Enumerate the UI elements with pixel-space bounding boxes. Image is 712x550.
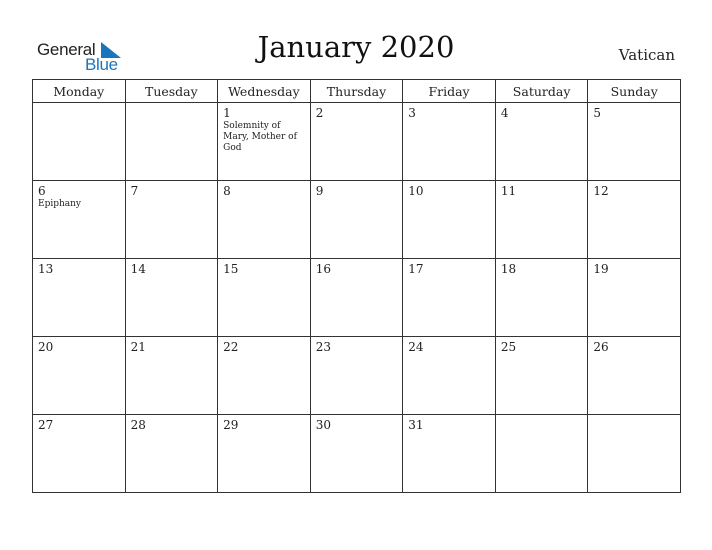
weekday-header: Monday xyxy=(33,80,126,103)
week-row xyxy=(33,181,681,259)
day-cell xyxy=(588,259,681,337)
week-row xyxy=(33,337,681,415)
day-cell xyxy=(403,103,496,181)
day-cell xyxy=(125,337,218,415)
weekday-header: Tuesday xyxy=(125,80,218,103)
logo-text-general: General xyxy=(37,40,96,59)
weekday-header-row xyxy=(33,80,681,103)
day-cell xyxy=(588,415,681,493)
logo-text-blue: Blue xyxy=(85,55,118,74)
day-number: 4 xyxy=(500,106,509,120)
day-number: 27 xyxy=(38,418,54,432)
day-cell xyxy=(310,337,403,415)
day-number: 20 xyxy=(38,340,54,354)
day-number: 31 xyxy=(408,418,424,432)
day-number: 10 xyxy=(408,184,424,198)
day-cell xyxy=(310,259,403,337)
day-number: 3 xyxy=(408,106,416,120)
day-number: 7 xyxy=(130,184,139,198)
day-number: 1 xyxy=(223,106,231,120)
day-cell xyxy=(33,103,126,181)
day-number: 17 xyxy=(408,262,424,276)
day-cell xyxy=(403,181,496,259)
day-number: 9 xyxy=(315,184,324,198)
day-number: 23 xyxy=(315,340,331,354)
day-cell xyxy=(403,259,496,337)
day-number: 6 xyxy=(38,184,46,198)
day-number: 24 xyxy=(408,340,424,354)
weekday-header: Wednesday xyxy=(218,80,311,103)
day-cell xyxy=(33,337,126,415)
day-cell xyxy=(310,181,403,259)
weekday-header: Saturday xyxy=(495,80,588,103)
day-cell xyxy=(403,415,496,493)
day-cell xyxy=(588,103,681,181)
day-number: 30 xyxy=(315,418,331,432)
day-number: 21 xyxy=(130,340,146,354)
day-number: 2 xyxy=(315,106,324,120)
page-title: January 2020 xyxy=(257,30,455,64)
day-cell xyxy=(125,415,218,493)
holiday-label: Epiphany xyxy=(38,199,82,209)
week-row xyxy=(33,103,681,181)
weekday-header: Thursday xyxy=(310,80,403,103)
day-cell xyxy=(218,181,311,259)
day-cell xyxy=(125,103,218,181)
day-number: 12 xyxy=(593,184,609,198)
day-number: 18 xyxy=(500,262,517,276)
day-cell xyxy=(310,103,403,181)
day-cell xyxy=(33,415,126,493)
day-cell xyxy=(495,259,588,337)
day-number: 25 xyxy=(500,340,517,354)
day-cell xyxy=(403,337,496,415)
day-number: 22 xyxy=(223,340,239,354)
holiday-label: Solemnity of Mary, Mother of God xyxy=(223,121,297,153)
day-number: 15 xyxy=(223,262,239,276)
day-number: 29 xyxy=(223,418,239,432)
day-number: 13 xyxy=(38,262,54,276)
day-cell xyxy=(495,103,588,181)
day-number: 26 xyxy=(593,340,609,354)
day-number: 14 xyxy=(130,262,146,276)
day-cell xyxy=(218,259,311,337)
week-row xyxy=(33,259,681,337)
week-row xyxy=(33,415,681,493)
day-number: 28 xyxy=(130,418,146,432)
day-cell xyxy=(495,415,588,493)
weekday-header: Friday xyxy=(403,80,496,103)
day-cell xyxy=(218,103,311,181)
day-cell xyxy=(218,337,311,415)
calendar-grid xyxy=(32,79,681,493)
day-number: 19 xyxy=(593,262,609,276)
day-cell xyxy=(218,415,311,493)
day-cell xyxy=(33,259,126,337)
day-cell xyxy=(125,259,218,337)
day-cell xyxy=(588,337,681,415)
day-number: 5 xyxy=(593,106,602,120)
day-cell xyxy=(495,181,588,259)
day-cell xyxy=(33,181,126,259)
day-cell xyxy=(310,415,403,493)
day-cell xyxy=(588,181,681,259)
weekday-header: Sunday xyxy=(588,80,681,103)
day-cell xyxy=(495,337,588,415)
day-number: 11 xyxy=(500,184,517,198)
country-label: Vatican xyxy=(618,46,675,64)
day-cell xyxy=(125,181,218,259)
day-number: 8 xyxy=(223,184,231,198)
day-number: 16 xyxy=(315,262,331,276)
